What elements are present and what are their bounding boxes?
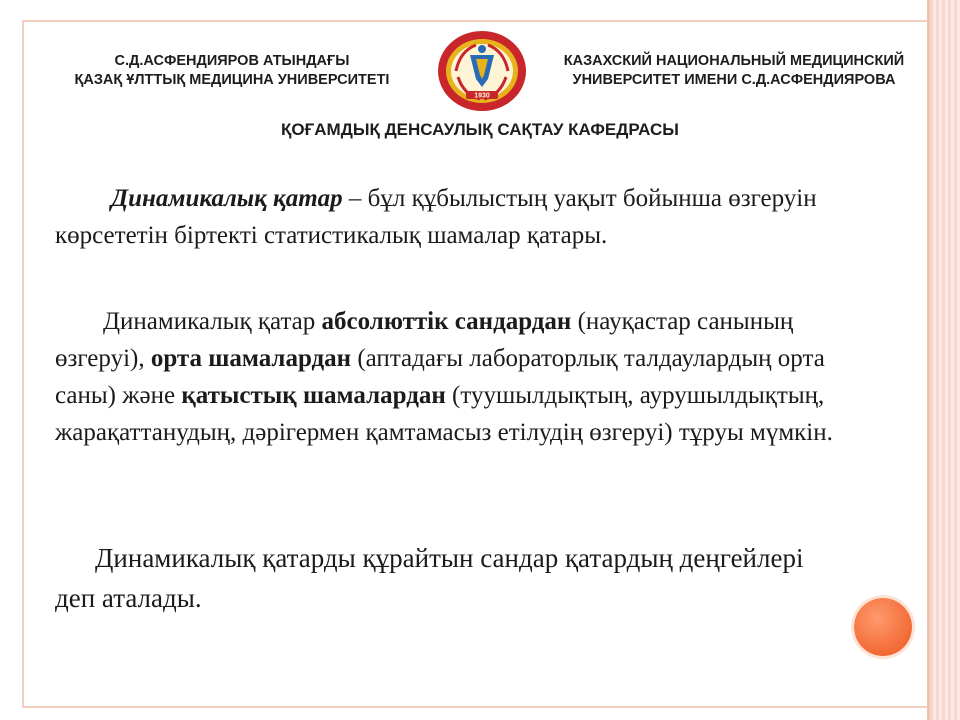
university-logo xyxy=(436,29,528,113)
composition-text-c: (науқастар санының өзгеруі), xyxy=(55,308,794,372)
university-kz-line1: С.Д.АСФЕНДИЯРОВ АТЫНДАҒЫ xyxy=(114,53,350,69)
decorative-orange-circle xyxy=(854,598,912,656)
term-dynamic-series: Динамикалық қатар xyxy=(111,185,343,212)
bold-average-values: орта шамалардан xyxy=(150,345,352,372)
composition-text-g: (туушылдықтың, аурушылдықтың, жарақаттанудың, дәрігермен қамтамасыз етілудің өзгеруі) тұруы мүмкін. xyxy=(55,382,833,446)
university-ru-line1: КАЗАХСКИЙ НАЦИОНАЛЬНЫЙ МЕДИЦИНСКИЙ xyxy=(563,53,905,69)
department-title: ҚОҒАМДЫҚ ДЕНСАУЛЫҚ САҚТАУ КАФЕДРАСЫ xyxy=(281,120,679,139)
decorative-stripe xyxy=(930,0,960,720)
university-name-russian xyxy=(548,52,920,90)
bold-absolute-numbers: абсолюттік сандардан xyxy=(321,308,572,335)
university-name-kazakh xyxy=(62,52,402,90)
paragraph-levels xyxy=(55,538,835,618)
paragraph-composition xyxy=(55,303,835,451)
logo-year: 1930 xyxy=(474,92,490,100)
paragraph-definition xyxy=(55,180,835,254)
bold-relative-values: қатыстық шамалардан xyxy=(181,382,446,409)
definition-text: – бұл құбылыстың уақыт бойынша өзгеруін көрсететін біртекті статистикалық шамалар қатары. xyxy=(55,185,817,249)
university-kz-line2: ҚАЗАҚ ҰЛТТЫҚ МЕДИЦИНА УНИВЕРСИТЕТІ xyxy=(74,72,390,88)
composition-text-a: Динамикалық қатар xyxy=(103,308,322,335)
composition-text-e: (аптадағы лабораторлық талдаулардың орта саны) және xyxy=(55,345,825,409)
levels-text: Динамикалық қатарды құрайтын сандар қатардың деңгейлері деп аталады. xyxy=(55,543,804,613)
university-ru-line2: УНИВЕРСИТЕТ ИМЕНИ С.Д.АСФЕНДИЯРОВА xyxy=(572,72,896,88)
